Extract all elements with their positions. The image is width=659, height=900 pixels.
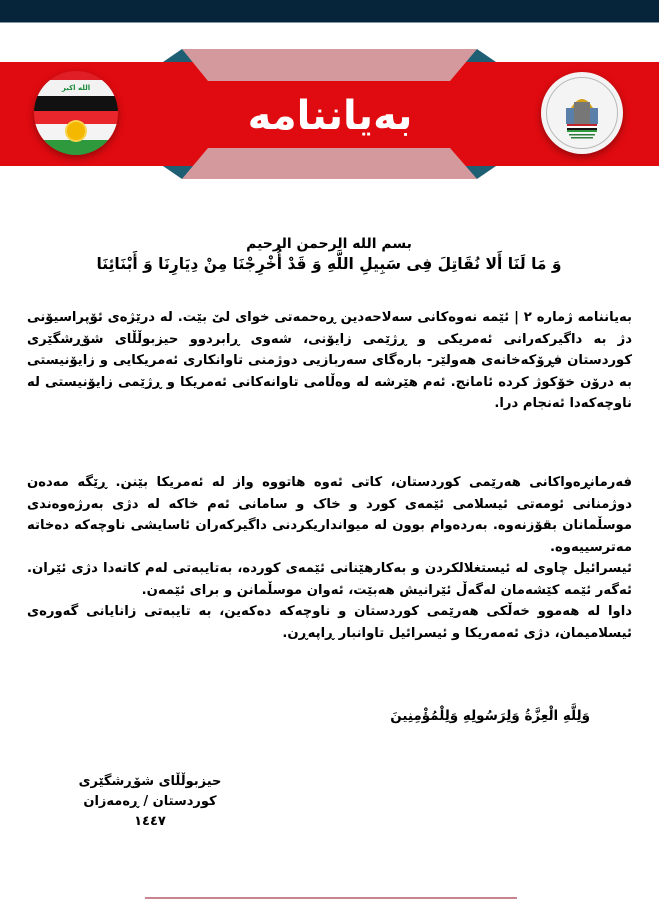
statement-paragraph-2 bbox=[27, 472, 632, 644]
signature-org: حیزبوڵڵای شۆڕشگێری bbox=[78, 774, 222, 789]
statement-paragraph-1: بەیاننامە ژمارە ٢ | ئێمە نەوەکانی سەلاحەدین ڕەحمەتی خوای لێ بێت. لە درێژەی ئۆپراسیۆنی دژ بە داگیرکەرانی ئەمریکی و ڕژێمی زایۆنی، شەوی ڕابردوو حیزبوڵڵای شۆڕشگێری کوردستان فڕۆکەخانەی هەولێر- بارەگای سەربازیی دوژمنی تاوانکاری ئەمریکایی و زایۆنیستی بە درۆن خۆکوژ کردە ئامانج. ئەم هێرشە لە وەڵامی تاوانەکانی ئەمریکا و ڕژێمی زایۆنیستی لە ناوچەکەدا ئەنجام درا. bbox=[27, 310, 632, 411]
statement-paragraph-2c: داوا لە هەموو خەڵکی هەرێمی کوردستان و ناوچەکە دەکەین، بە تایبەتی زانایانی گەورەی ئیسلامیمان، دژی ئەمەریکا و ئیسرائیل تاوانبار ڕاپەڕن. bbox=[27, 604, 632, 641]
signature-place-month: کوردستان / ڕەمەزان bbox=[83, 794, 217, 809]
flag-takbir-text: الله اكبر bbox=[34, 80, 118, 96]
statement-paragraph-2a: فەرمانڕەواکانی هەرێمی کوردستان، کاتی ئەوە هاتووە واز لە ئەمریکا بێنن. ڕێگە مەدەن دوژمنانی ئومەتی ئیسلامی ئێمەی کورد و خاک و سامانی ئەم خاکە لە دژی بەرژەوەندی موسڵمانان بقۆزنەوە. بەردەوام بوون لە میوانداریکردنی داگیرکەران ئاسایشی ناوچەکە دەخاتە مەترسییەوە. bbox=[27, 475, 632, 555]
closing-verse: وَلِلَّهِ الْعِزَّةُ وَلِرَسُولِهِ وَلِلْمُؤْمِنِينَ bbox=[390, 708, 590, 724]
signature-year: ١٤٤٧ bbox=[134, 814, 166, 829]
organization-logo-icon bbox=[541, 72, 623, 154]
statement-paragraph-2b: ئیسرائیل چاوی لە ئیستغلالکردن و بەکارهێنانی ئێمەی کوردە، بەتایبەتی لەم کاتەدا دژی ئێران. ئەگەر ئێمە کێشەمان لەگەڵ ئێرانیش هەبێت، ئەوان موسڵمانن و برای ئێمەن. bbox=[27, 561, 632, 598]
page-title: بەیاننامە bbox=[247, 93, 413, 139]
footer-divider bbox=[145, 897, 517, 899]
header-banner bbox=[0, 0, 659, 200]
quran-verse: وَ مَا لَنَا أَلا نُقَاتِلَ فِى سَبِيلِ اللَّهِ وَ قَدْ أُخْرِجْنَا مِنْ دِيَارِنَا وَ أَبْنَائِنَا bbox=[96, 255, 562, 273]
basmala: بسم الله الرحمن الرحيم bbox=[246, 236, 412, 252]
sun-icon bbox=[67, 122, 85, 140]
signature-block bbox=[55, 772, 245, 832]
flag-badge-icon bbox=[34, 71, 118, 155]
